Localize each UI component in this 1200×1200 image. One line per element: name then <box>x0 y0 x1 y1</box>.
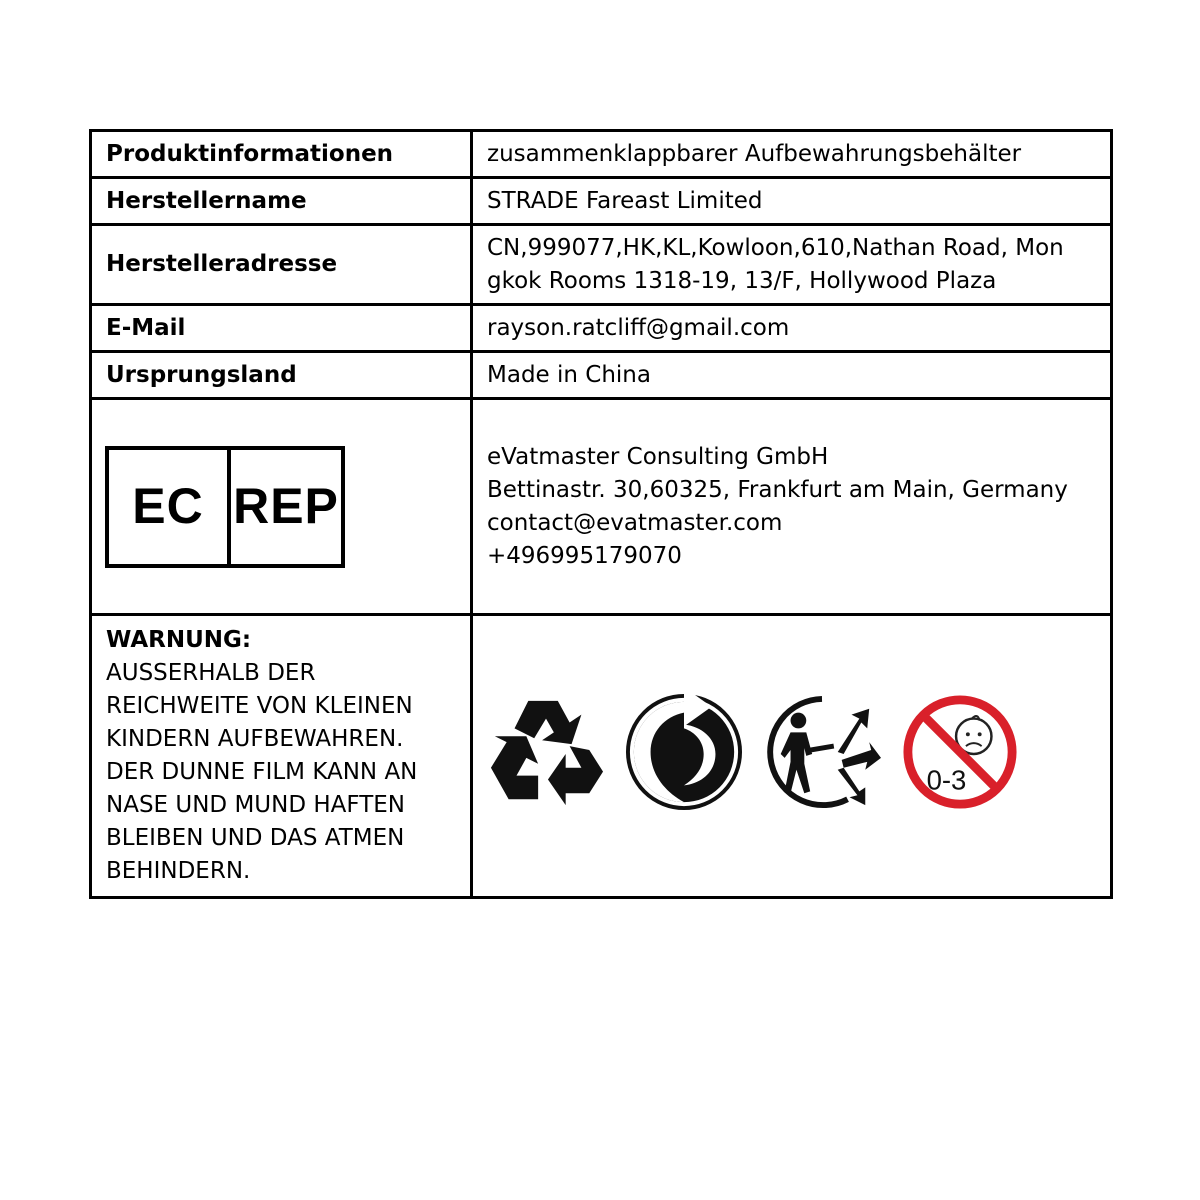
table-row <box>91 131 1112 178</box>
triman-icon <box>763 693 881 811</box>
table-row <box>91 615 1112 898</box>
rep-company: eVatmaster Consulting GmbH <box>487 443 829 470</box>
rep-phone: +496995179070 <box>487 542 682 569</box>
green-dot-icon <box>625 693 743 811</box>
rep-email: contact@evatmaster.com <box>487 509 783 536</box>
not-for-children-0-3-icon <box>901 693 1019 811</box>
row-label: Produktinformationen <box>91 131 472 178</box>
row-label: Herstellername <box>91 178 472 225</box>
row-value: zusammenklappbarer Aufbewahrungsbehälter <box>472 131 1112 178</box>
product-info-table <box>89 129 1113 899</box>
row-value: Made in China <box>472 352 1112 399</box>
table-row <box>91 225 1112 305</box>
warning-title: WARNUNG: <box>106 627 252 653</box>
table-row <box>91 178 1112 225</box>
rep-address: Bettinastr. 30,60325, Frankfurt am Main, Germany <box>487 476 1068 503</box>
table-row <box>91 399 1112 615</box>
recycling-icon <box>487 693 605 811</box>
ec-rep-address <box>472 399 1112 615</box>
email-value: rayson.ratcliff@gmail.com <box>472 305 1112 352</box>
row-value <box>472 225 1112 305</box>
symbols-cell <box>472 615 1112 898</box>
row-value: STRADE Fareast Limited <box>472 178 1112 225</box>
symbol-row <box>487 693 1096 811</box>
table-row <box>91 305 1112 352</box>
address-line: gkok Rooms 1318-19, 13/F, Hollywood Plaza <box>487 267 997 294</box>
address-line: CN,999077,HK,KL,Kowloon,610,Nathan Road, Mon <box>487 234 1064 261</box>
warning-cell <box>91 615 472 898</box>
row-label: Herstelleradresse <box>91 225 472 305</box>
ec-rep-symbol <box>105 446 345 568</box>
age-label: 0-3 <box>926 764 967 796</box>
table-row <box>91 352 1112 399</box>
row-label: Ursprungsland <box>91 352 472 399</box>
rep-label: REP <box>233 478 339 534</box>
ec-rep-cell <box>91 399 472 615</box>
row-label: E-Mail <box>91 305 472 352</box>
warning-text: AUSSERHALB DER REICHWEITE VON KLEINEN KINDERN AUFBEWAHREN. DER DUNNE FILM KANN AN NASE UND MUND HAFTEN BLEIBEN UND DAS ATMEN BEHINDERN. <box>106 660 418 884</box>
ec-label: EC <box>109 450 231 564</box>
